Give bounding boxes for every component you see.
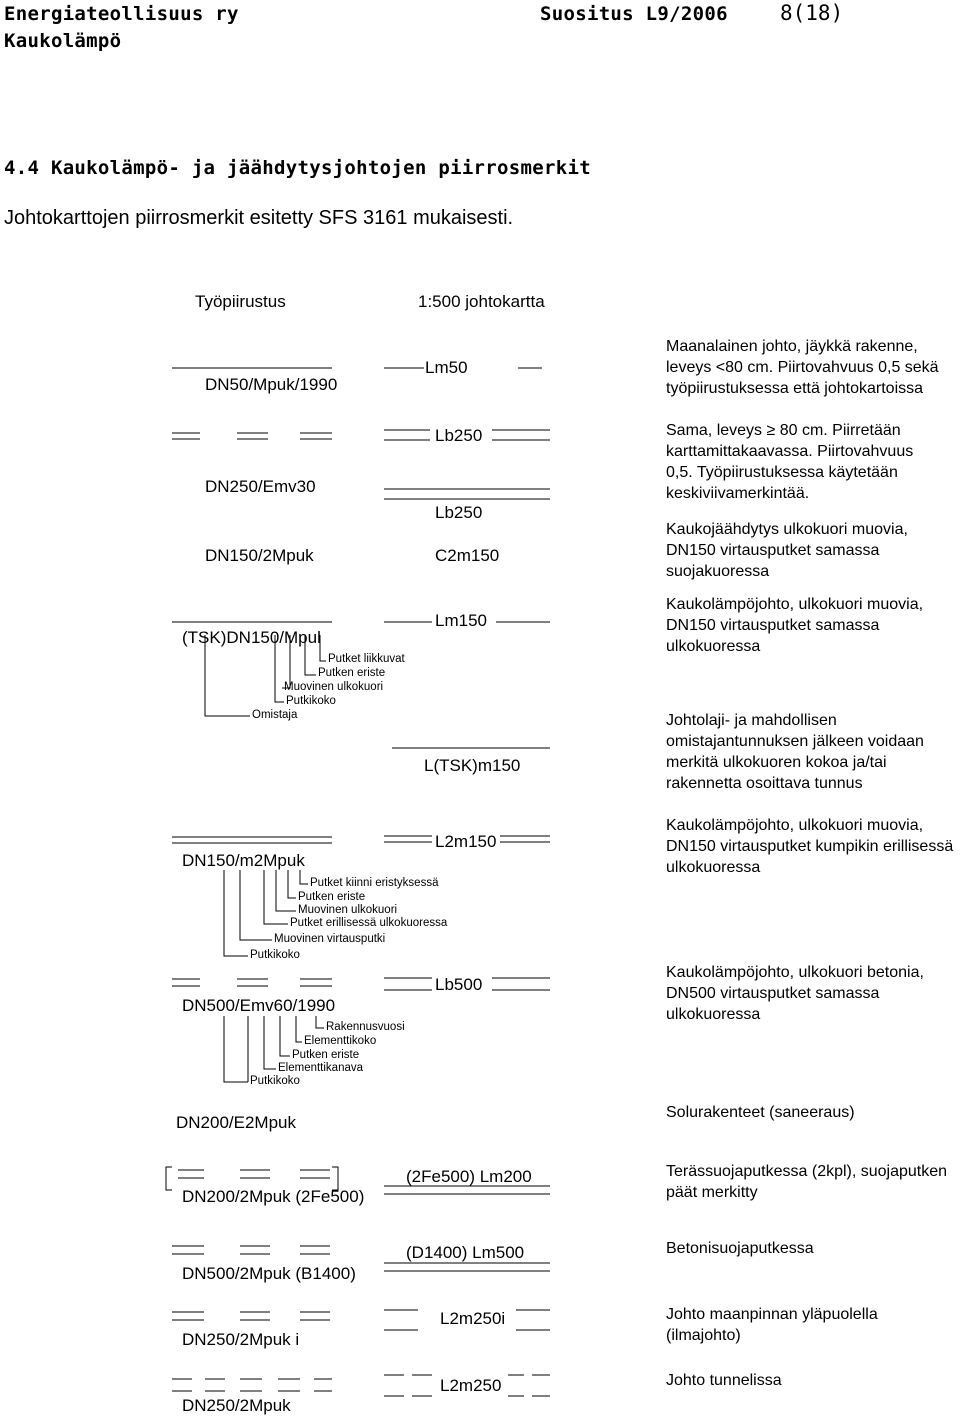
map-symbol-label: L2m250i xyxy=(440,1309,506,1328)
work-drawing-label: DN150/2Mpuk xyxy=(205,546,314,565)
symbol-description: Sama, leveys ≥ 80 cm. Piirretään karttamittakaavassa. Piirtovahvuus 0,5. Työpiirustuksessa käytetään keskiviivamerkintää. xyxy=(666,422,914,502)
callout-label: Putket erillisessä ulkokuoressa xyxy=(290,917,448,929)
callout-label: Putkikoko xyxy=(286,695,336,707)
callout-label: Muovinen ulkokuori xyxy=(298,904,398,916)
callout-label: Muovinen ulkokuori xyxy=(284,681,384,693)
header-doc-ref: Suositus L9/2006 xyxy=(540,3,728,25)
map-symbol-label: (D1400) Lm500 xyxy=(406,1243,525,1262)
header-subject: Kaukolämpö xyxy=(4,30,122,52)
callout-label: Putken eriste xyxy=(292,1049,360,1061)
work-drawing-label: DN150/m2Mpuk xyxy=(182,851,305,870)
work-drawing-label: DN250/Emv30 xyxy=(205,477,316,496)
section-title: 4.4 Kaukolämpö- ja jäähdytysjohtojen piirrosmerkit xyxy=(4,157,591,179)
callout-label: Putken eriste xyxy=(298,891,366,903)
work-drawing-label: DN250/2Mpuk xyxy=(182,1396,291,1415)
section-intro: Johtokarttojen piirrosmerkit esitetty SFS 3161 mukaisesti. xyxy=(4,207,514,229)
symbol-description: Johto maanpinnan yläpuolella (ilmajohto) xyxy=(666,1306,878,1344)
map-symbol-label: Lb500 xyxy=(435,975,483,994)
symbol-description: Terässuojaputkessa (2kpl), suojaputken päät merkitty xyxy=(666,1163,948,1201)
callout-label: Putket liikkuvat xyxy=(328,653,405,665)
callout-label: Elementtikanava xyxy=(278,1062,364,1074)
symbol-description: Maanalainen johto, jäykkä rakenne, leveys <80 cm. Piirtovahvuus 0,5 sekä työpiirustuksessa että johtokartoissa xyxy=(666,338,939,397)
column-heading-left: Työpiirustus xyxy=(195,292,286,311)
map-symbol-label: Lm50 xyxy=(425,358,468,377)
callout-label: Muovinen virtausputki xyxy=(274,933,386,945)
symbol-description: Betonisuojaputkessa xyxy=(666,1240,814,1257)
callout-label: Putken eriste xyxy=(318,667,386,679)
work-drawing-label: DN200/2Mpuk (2Fe500) xyxy=(182,1187,365,1206)
symbol-description: Kaukolämpöjohto, ulkokuori betonia, DN500 virtausputket samassa ulkokuoressa xyxy=(666,964,924,1023)
column-heading-middle: 1:500 johtokartta xyxy=(418,292,545,311)
map-symbol-label: C2m150 xyxy=(435,546,500,565)
work-drawing-label: DN250/2Mpuk i xyxy=(182,1330,300,1349)
work-drawing-label: DN200/E2Mpuk xyxy=(176,1113,297,1132)
map-symbol-label: Lb250 xyxy=(435,503,483,522)
symbol-description: Kaukolämpöjohto, ulkokuori muovia, DN150 virtausputket kumpikin erillisessä ulkokuoressa xyxy=(666,817,954,876)
callout-label: Rakennusvuosi xyxy=(326,1021,405,1033)
symbol-description: Kaukojäähdytys ulkokuori muovia, DN150 virtausputket samassa suojakuoressa xyxy=(666,521,908,580)
work-drawing-label: DN500/Emv60/1990 xyxy=(182,996,336,1015)
map-symbol-label: L2m150 xyxy=(435,832,497,851)
symbol-description: Johto tunnelissa xyxy=(666,1372,782,1389)
header-org: Energiateollisuus ry xyxy=(4,3,239,25)
symbol-description: Solurakenteet (saneeraus) xyxy=(666,1104,855,1121)
map-symbol-label: L2m250 xyxy=(440,1376,502,1395)
callout-label: Elementtikoko xyxy=(304,1035,377,1047)
callout-label: Putket kiinni eristyksessä xyxy=(310,877,439,889)
callout-label: Putkikoko xyxy=(250,1075,300,1087)
map-symbol-label: (2Fe500) Lm200 xyxy=(406,1167,532,1186)
map-symbol-label: Lb250 xyxy=(435,426,483,445)
symbol-description: Johtolaji- ja mahdollisen omistajantunnuksen jälkeen voidaan merkitä ulkokuoren kokoa ja/tai rakennetta osoittava tunnus xyxy=(666,712,924,792)
work-drawing-label: DN500/2Mpuk (B1400) xyxy=(182,1264,356,1283)
work-drawing-label: (TSK)DN150/Mpul xyxy=(182,628,321,647)
work-drawing-label: DN50/Mpuk/1990 xyxy=(205,375,338,394)
symbol-description: Kaukolämpöjohto, ulkokuori muovia, DN150 virtausputket samassa ulkokuoressa xyxy=(666,596,924,655)
map-symbol-label: L(TSK)m150 xyxy=(424,756,521,775)
header-page: 8(18) xyxy=(780,1,844,25)
callout-label: Putkikoko xyxy=(250,949,300,961)
map-symbol-label: Lm150 xyxy=(435,611,487,630)
callout-label: Omistaja xyxy=(252,709,298,721)
